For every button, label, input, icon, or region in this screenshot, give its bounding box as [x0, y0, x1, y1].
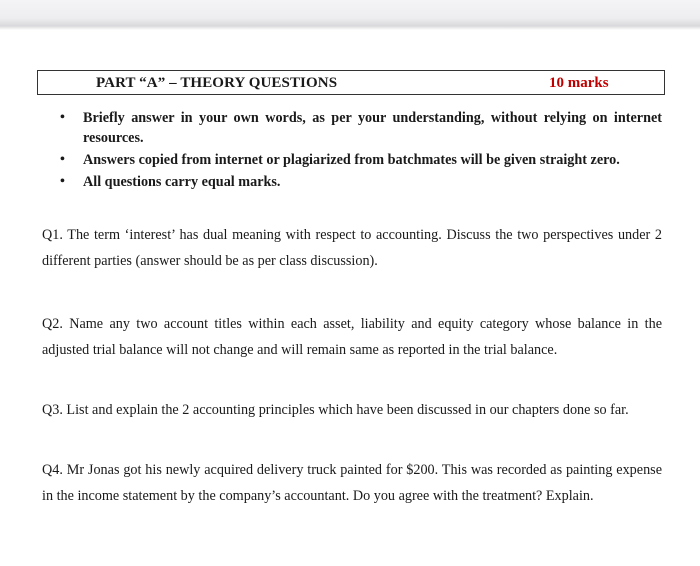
- top-shadow-band: [0, 0, 700, 30]
- bullet-icon: •: [60, 110, 65, 125]
- instruction-item: [60, 108, 662, 148]
- instruction-text: All questions carry equal marks.: [83, 174, 281, 190]
- part-header-box: [37, 70, 665, 95]
- question-2: Q2. Name any two account titles within each asset, liability and equity category whose balance in the adjusted trial balance will not change and will remain same as reported in the trial balance.: [42, 316, 662, 358]
- instruction-item: [60, 172, 662, 192]
- bullet-icon: •: [60, 174, 65, 189]
- instructions-list: [60, 108, 662, 194]
- part-title: PART “A” – THEORY QUESTIONS: [96, 75, 338, 91]
- total-marks: 10 marks: [549, 75, 609, 91]
- question-4: Q4. Mr Jonas got his newly acquired delivery truck painted for $200. This was recorded as painting expense in the income statement by the company’s accountant. Do you agree with the treatment? Explain.: [42, 462, 662, 504]
- question-1: Q1. The term ‘interest’ has dual meaning with respect to accounting. Discuss the two perspectives under 2 different parties (answer should be as per class discussion).: [42, 227, 662, 269]
- instruction-text: Answers copied from internet or plagiarized from batchmates will be given straight zero.: [83, 152, 620, 168]
- instruction-item: [60, 150, 662, 170]
- bullet-icon: •: [60, 152, 65, 167]
- question-3: Q3. List and explain the 2 accounting principles which have been discussed in our chapters done so far.: [42, 402, 629, 418]
- instruction-text: Briefly answer in your own words, as per your understanding, without relying on internet resources.: [83, 110, 662, 146]
